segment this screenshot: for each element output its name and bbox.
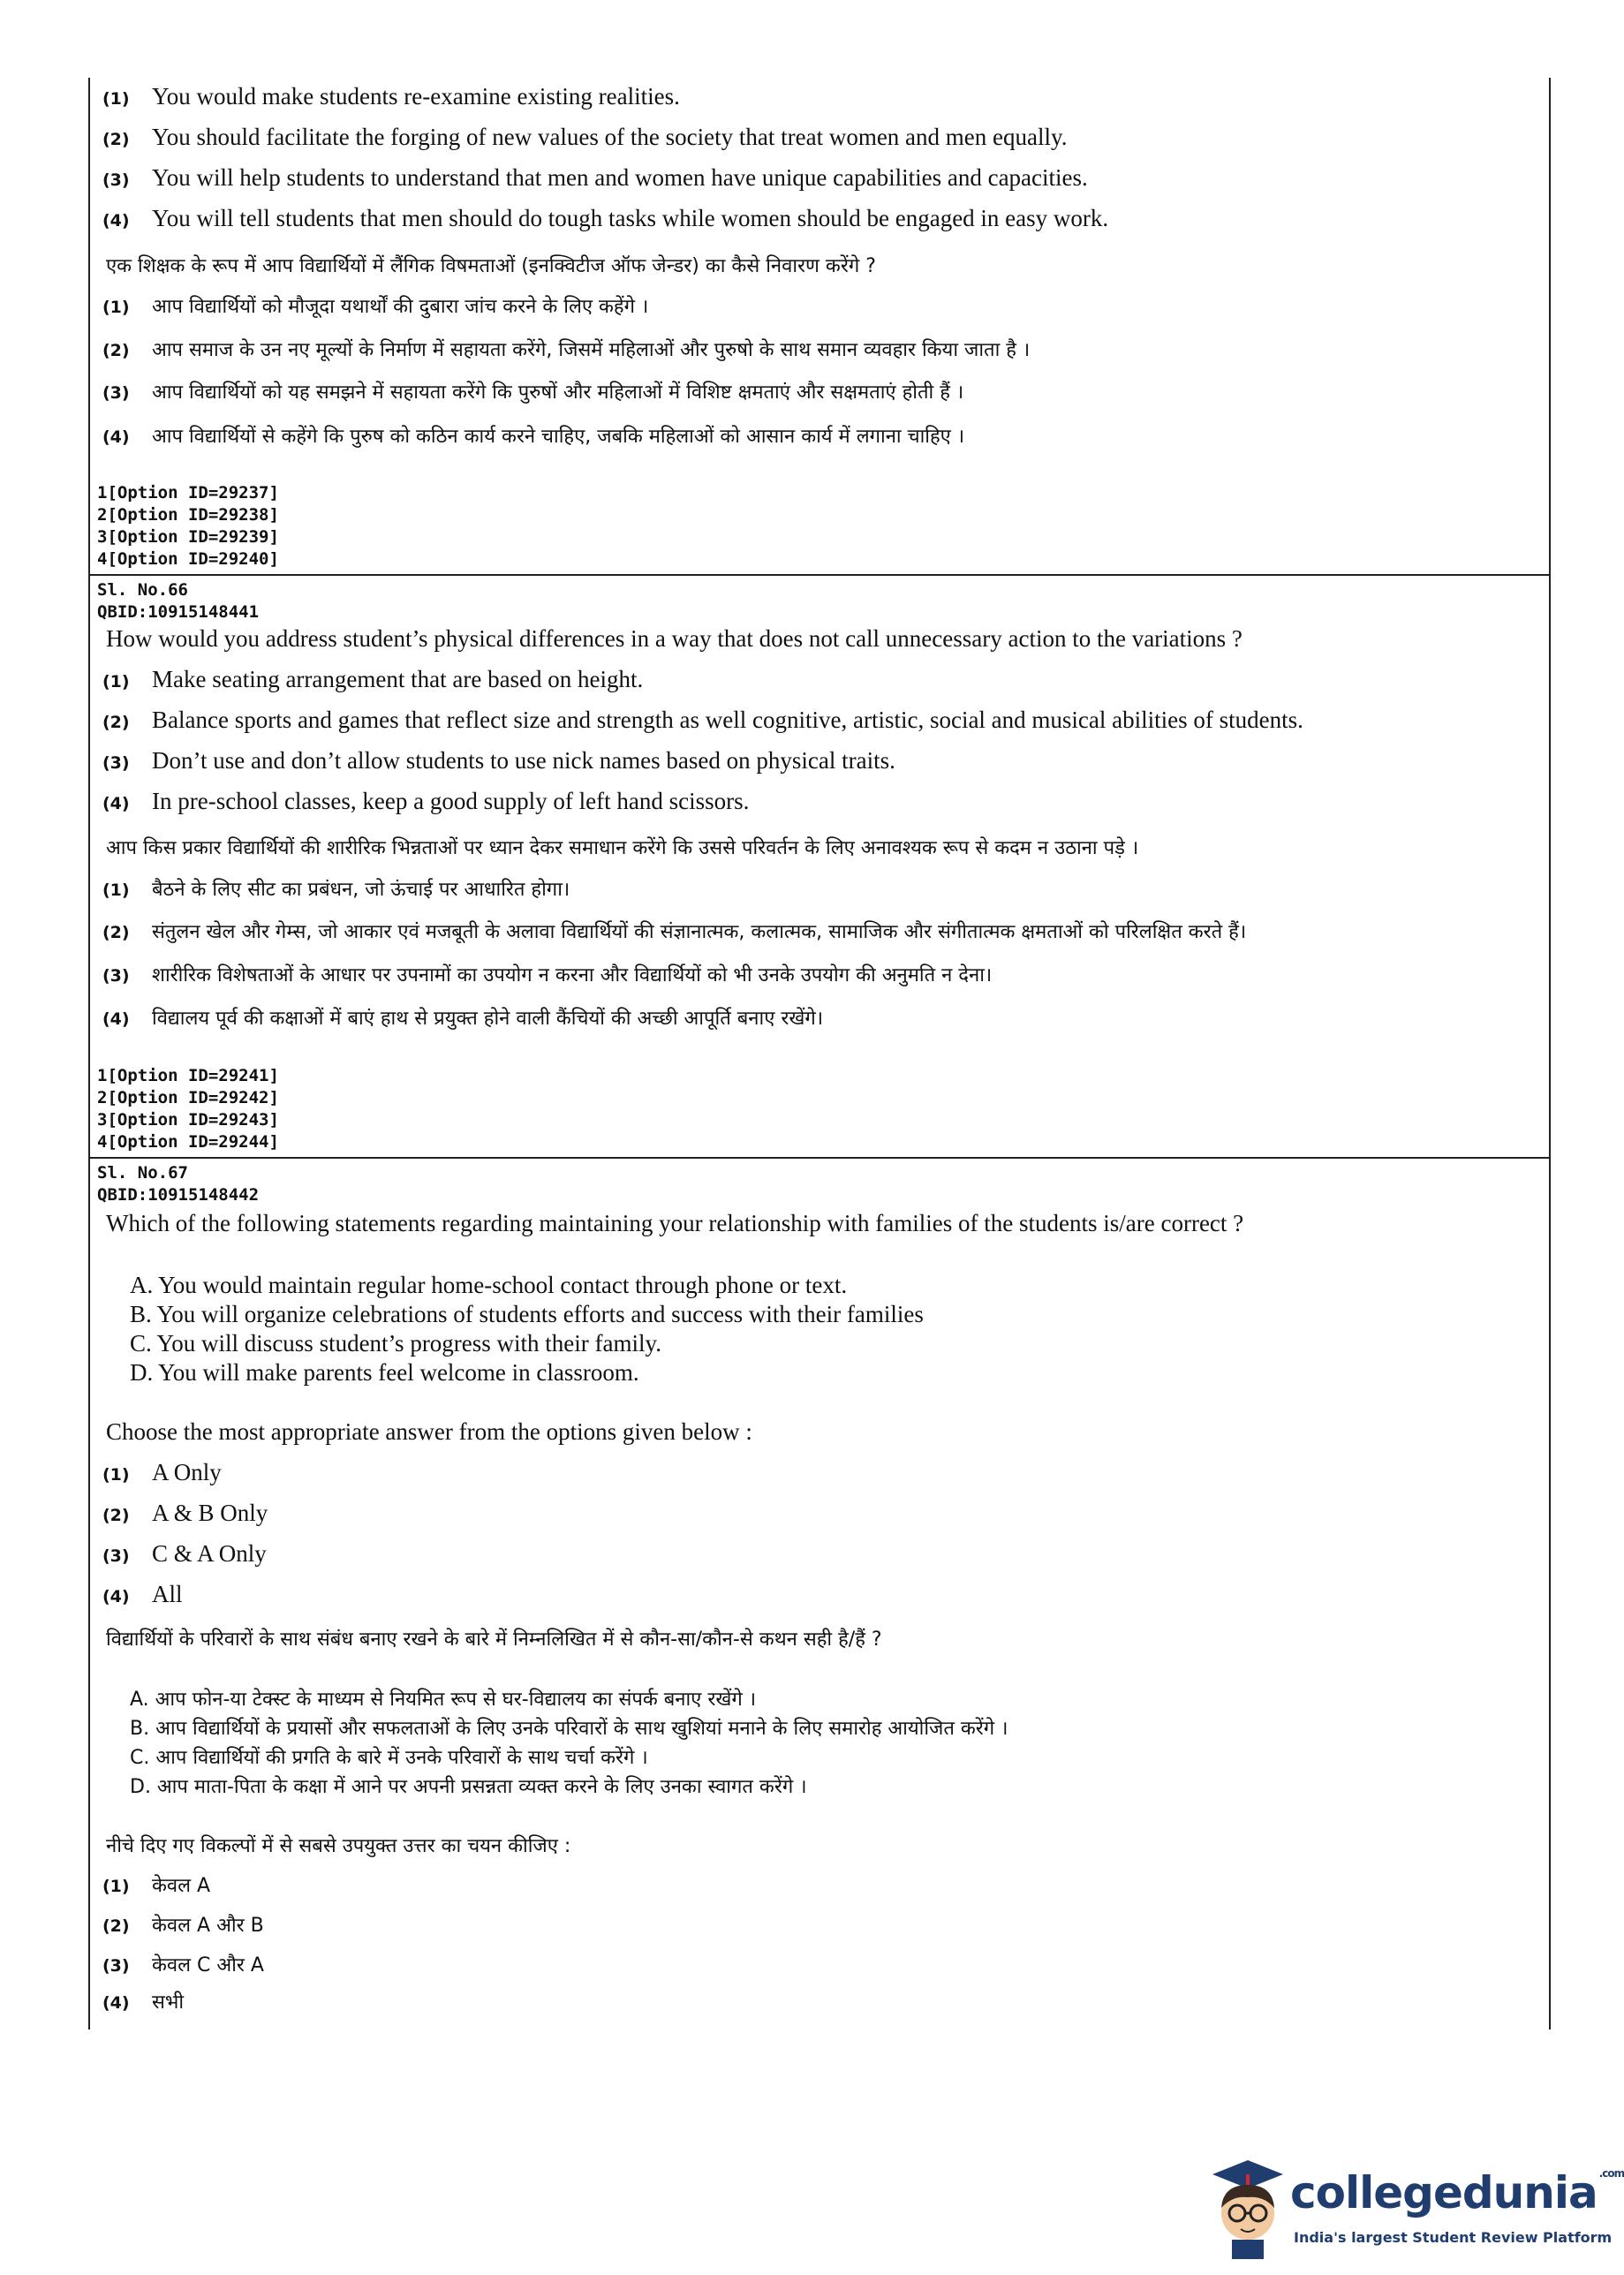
- q67-statement-hi-d: D. आप माता-पिता के कक्षा में आने पर अपनी प्रसन्नता व्यक्त करने के लिए उनका स्वागत करेंगे ।: [130, 1776, 807, 1798]
- qbid: QBID:10915148442: [97, 1185, 260, 1205]
- qbid: QBID:10915148441: [97, 602, 260, 622]
- logo-wordmark: collegedunia $^{.com}$: [1290, 2167, 1624, 2218]
- q65-option-ids: 1[Option ID=29237] 2[Option ID=29238] 3[Option ID=29239] 4[Option ID=29240]: [97, 483, 279, 569]
- q66-option-hi-4: (4) विद्यालय पूर्व की कक्षाओं में बाएं हाथ से प्रयुक्त होने वाली कैंचियों की अच्छी आपूर्ति बनाए रखेंगे।: [102, 1008, 824, 1030]
- mascot-icon: [1212, 2160, 1283, 2259]
- q65-question-hi: एक शिक्षक के रूप में आप विद्यार्थियों में लैंगिक विषमताओं (इनक्विटीज ऑफ जेन्डर) का कैसे निवारण करेंगे ?: [106, 255, 876, 277]
- q67-option-en-3: (3) C & A Only: [102, 1540, 267, 1567]
- q67-question-en: Which of the following statements regarding maintaining your relationship with families of the students is/are correct ?: [106, 1210, 1244, 1236]
- q67-option-hi-2: (2) केवल A और B: [102, 1915, 264, 1937]
- q66-option-en-4: (4) In pre-school classes, keep a good supply of left hand scissors.: [102, 788, 750, 814]
- q67-statement-hi-c: C. आप विद्यार्थियों की प्रगति के बारे में उनके परिवारों के साथ चर्चा करेंगे ।: [130, 1747, 648, 1769]
- q67-option-hi-1: (1) केवल A: [102, 1875, 211, 1897]
- q65-option-en-3: (3) You will help students to understand that men and women have unique capabilities and capacities.: [102, 164, 1088, 191]
- q66-option-hi-2: (2) संतुलन खेल और गेम्स, जो आकार एवं मजबूती के अलावा विद्यार्थियों की संज्ञानात्मक, कलात्मक, सामाजिक और संगीतात्मक क्षमताओं को परिलक्षित करते हैं।: [102, 921, 1247, 943]
- q66-question-hi: आप किस प्रकार विद्यार्थियों की शारीरिक भिन्नताओं पर ध्यान देकर समाधान करेंगे कि उससे परिवर्तन के लिए अनावश्यक रूप से कदम न उठाना पड़े ।: [106, 837, 1139, 859]
- q67-statement-en-d: D. You will make parents feel welcome in classroom.: [130, 1359, 639, 1386]
- collegedunia-logo[interactable]: [1205, 2155, 1624, 2261]
- q65-option-hi-3: (3) आप विद्यार्थियों को यह समझने में सहायता करेंगे कि पुरुषों और महिलाओं में विशिष्ट क्षमताएं और सक्षमताएं होती हैं ।: [102, 382, 964, 404]
- q65-option-hi-4: (4) आप विद्यार्थियों से कहेंगे कि पुरुष को कठिन कार्य करने चाहिए, जबकि महिलाओं को आसान कार्य में लगाना चाहिए ।: [102, 426, 965, 448]
- q67-statement-hi-a: A. आप फोन-या टेक्स्ट के माध्यम से नियमित रूप से घर-विद्यालय का संपर्क बनाए रखेंगे ।: [130, 1689, 757, 1711]
- q67-choose-hi: नीचे दिए गए विकल्पों में से सबसे उपयुक्त उत्तर का चयन कीजिए :: [106, 1835, 571, 1857]
- q67-option-en-1: (1) A Only: [102, 1459, 222, 1485]
- q67-option-en-4: (4) All: [102, 1581, 183, 1607]
- q65-option-en-2: (2) You should facilitate the forging of new values of the society that treat women and men equally.: [102, 124, 1068, 150]
- q67-statement-en-c: C. You will discuss student’s progress with their family.: [130, 1330, 662, 1357]
- q66-option-en-1: (1) Make seating arrangement that are based on height.: [102, 666, 644, 692]
- q67-option-hi-3: (3) केवल C और A: [102, 1954, 264, 1976]
- q66-question-en: How would you address student’s physical differences in a way that does not call unnecessary action to the variations ?: [106, 625, 1243, 652]
- q66-option-hi-1: (1) बैठने के लिए सीट का प्रबंधन, जो ऊंचाई पर आधारित होगा।: [102, 879, 570, 901]
- divider: [90, 1157, 1549, 1159]
- q67-option-hi-4: (4) सभी: [102, 1992, 185, 2014]
- q66-option-en-2: (2) Balance sports and games that reflect size and strength as well cognitive, artistic, social and musical abilities of students.: [102, 707, 1303, 733]
- q66-option-en-3: (3) Don’t use and don’t allow students to use nick names based on physical traits.: [102, 747, 895, 774]
- q65-option-en-4: (4) You will tell students that men should do tough tasks while women should be engaged in easy work.: [102, 205, 1109, 231]
- q67-statement-hi-b: B. आप विद्यार्थियों के प्रयासों और सफलताओं के लिए उनके परिवारों के साथ खुशियां मनाने के लिए समारोह आयोजित करेंगे ।: [130, 1718, 1008, 1740]
- q67-meta: [97, 1162, 259, 1206]
- q67-question-hi: विद्यार्थियों के परिवारों के साथ संबंध बनाए रखने के बारे में निम्नलिखित में से कौन-सा/कौन-से कथन सही है/हैं ?: [106, 1629, 882, 1651]
- q67-choose-en: Choose the most appropriate answer from the options given below :: [106, 1418, 752, 1445]
- divider: [90, 574, 1549, 576]
- q65-option-hi-1: (1) आप विद्यार्थियों को मौजूदा यथार्थों की दुबारा जांच करने के लिए कहेंगे ।: [102, 296, 649, 318]
- q65-option-hi-2: (2) आप समाज के उन नए मूल्यों के निर्माण में सहायता करेंगे, जिसमें महिलाओं और पुरुषो के साथ समान व्यवहार किया जाता है ।: [102, 339, 1031, 361]
- q67-statement-en-b: B. You will organize celebrations of students efforts and success with their families: [130, 1301, 924, 1327]
- q67-option-en-2: (2) A & B Only: [102, 1500, 268, 1526]
- q66-option-ids: 1[Option ID=29241] 2[Option ID=29242] 3[Option ID=29243] 4[Option ID=29244]: [97, 1066, 279, 1152]
- q66-option-hi-3: (3) शारीरिक विशेषताओं के आधार पर उपनामों का उपयोग न करना और विद्यार्थियों को भी उनके उपयोग की अनुमति न देना।: [102, 964, 993, 986]
- serial-number: Sl. No.67: [97, 1163, 188, 1183]
- logo-tagline: India's largest Student Review Platform: [1294, 2229, 1613, 2246]
- question-frame: [88, 78, 1551, 2029]
- q65-option-en-1: (1) You would make students re-examine existing realities.: [102, 83, 680, 110]
- q66-meta: [97, 579, 259, 624]
- q67-statement-en-a: A. You would maintain regular home-school contact through phone or text.: [130, 1272, 848, 1298]
- serial-number: Sl. No.66: [97, 580, 188, 600]
